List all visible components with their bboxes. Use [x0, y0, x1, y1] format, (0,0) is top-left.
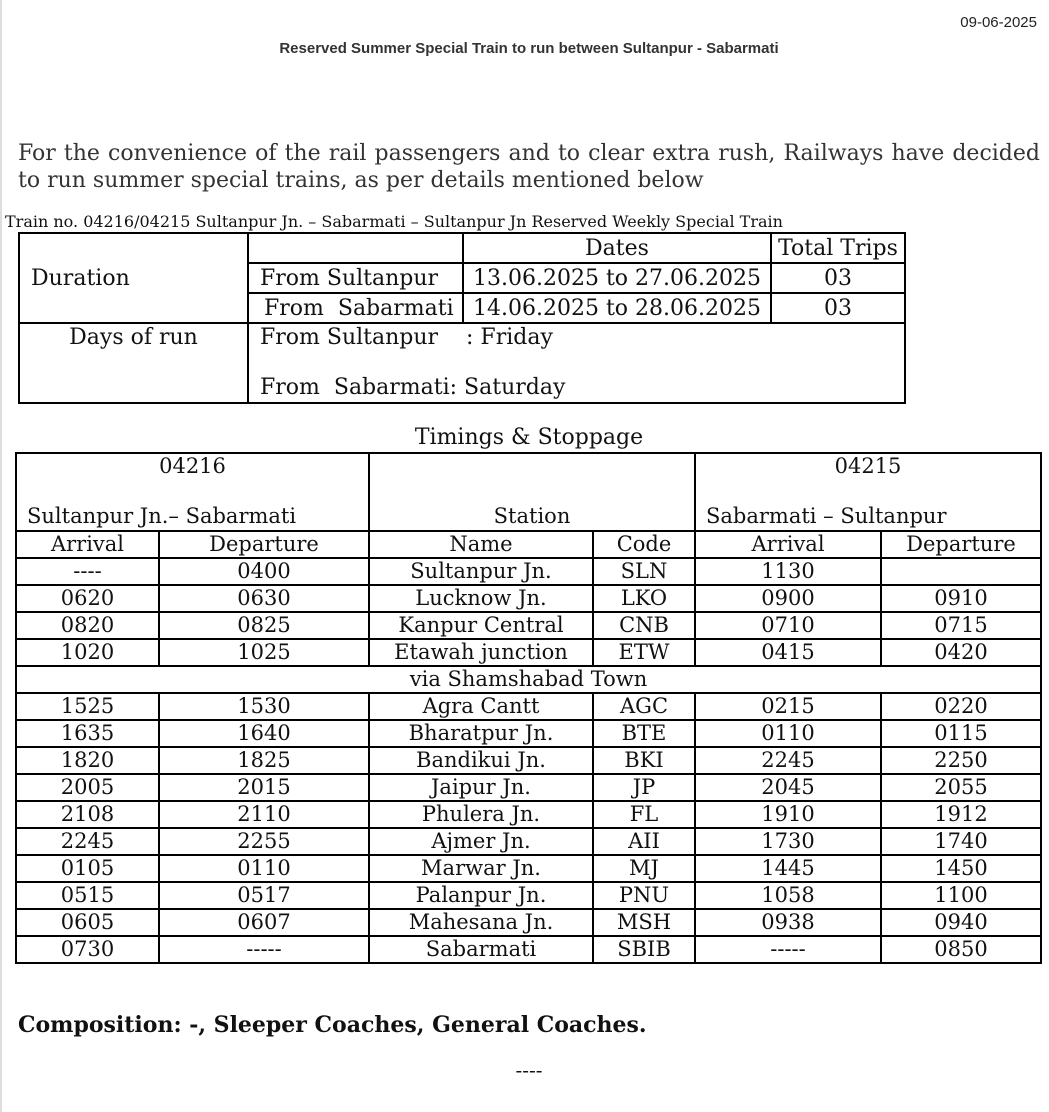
- station-name-cell: Mahesana Jn.: [369, 909, 593, 936]
- days-of-run-label: Days of run: [19, 323, 248, 403]
- page-left-edge: [0, 0, 2, 1112]
- departure-down-cell: 0517: [159, 882, 369, 909]
- departure-down-cell: 1025: [159, 639, 369, 666]
- arrival-up-cell: 1730: [695, 828, 881, 855]
- intro-paragraph: For the convenience of the rail passengers and to clear extra rush, Railways have decided to run summer special trains, as per details mentioned below: [18, 141, 1040, 193]
- arrival-down-cell: 0105: [16, 855, 159, 882]
- from-sabarmati-trips: 03: [771, 293, 905, 323]
- station-name-cell: Kanpur Central: [369, 612, 593, 639]
- departure-up-cell: 0715: [881, 612, 1041, 639]
- down-train-number: 04216: [159, 454, 226, 478]
- station-code-cell: MJ: [593, 855, 695, 882]
- timing-row: [16, 612, 1041, 639]
- arrival-down-cell: 2108: [16, 801, 159, 828]
- up-train-number: 04215: [834, 454, 902, 478]
- days-of-run-cell: [248, 323, 905, 403]
- departure-up-cell: 0420: [881, 639, 1041, 666]
- arrival-up-cell: 1130: [695, 558, 881, 585]
- timing-row: [16, 909, 1041, 936]
- departure-up-cell: 2055: [881, 774, 1041, 801]
- station-name-cell: Bharatpur Jn.: [369, 720, 593, 747]
- station-code-cell: SBIB: [593, 936, 695, 963]
- departure-down-cell: -----: [159, 936, 369, 963]
- departure-up-cell: 1450: [881, 855, 1041, 882]
- arrival-up-cell: 0215: [695, 693, 881, 720]
- timing-row: [16, 639, 1041, 666]
- days-from-sabarmati: From Sabarmati: Saturday: [260, 375, 566, 400]
- departure-down-cell: 2255: [159, 828, 369, 855]
- col-station-code: Code: [593, 531, 695, 558]
- station-name-cell: Ajmer Jn.: [369, 828, 593, 855]
- train-number-heading: Train no. 04216/04215 Sultanpur Jn. – Sabarmati – Sultanpur Jn Reserved Weekly Special Train: [5, 212, 783, 231]
- total-trips-header: Total Trips: [771, 233, 905, 263]
- station-name-cell: Palanpur Jn.: [369, 882, 593, 909]
- departure-up-cell: 1100: [881, 882, 1041, 909]
- up-train-header: [695, 453, 1041, 531]
- arrival-down-cell: 0820: [16, 612, 159, 639]
- timing-row: [16, 774, 1041, 801]
- timing-row: [16, 855, 1041, 882]
- arrival-up-cell: 1910: [695, 801, 881, 828]
- publish-date: 09-06-2025: [960, 14, 1037, 31]
- from-sabarmati-label: From Sabarmati: [248, 293, 463, 323]
- station-name-cell: Jaipur Jn.: [369, 774, 593, 801]
- station-code-cell: ETW: [593, 639, 695, 666]
- timing-row: [16, 558, 1041, 585]
- station-name-cell: Lucknow Jn.: [369, 585, 593, 612]
- duration-blank-cell: [248, 233, 463, 263]
- departure-up-cell: [881, 558, 1041, 585]
- departure-down-cell: 0825: [159, 612, 369, 639]
- station-code-cell: AGC: [593, 693, 695, 720]
- timing-row: [16, 693, 1041, 720]
- station-code-cell: SLN: [593, 558, 695, 585]
- end-mark: ----: [515, 1058, 543, 1082]
- arrival-down-cell: ----: [16, 558, 159, 585]
- departure-up-cell: 2250: [881, 747, 1041, 774]
- from-sultanpur-dates: 13.06.2025 to 27.06.2025: [463, 263, 771, 293]
- arrival-down-cell: 0620: [16, 585, 159, 612]
- timing-row: [16, 801, 1041, 828]
- from-sabarmati-dates: 14.06.2025 to 28.06.2025: [463, 293, 771, 323]
- col-departure-down: Departure: [159, 531, 369, 558]
- arrival-up-cell: -----: [695, 936, 881, 963]
- arrival-up-cell: 0710: [695, 612, 881, 639]
- arrival-up-cell: 0110: [695, 720, 881, 747]
- station-code-cell: AII: [593, 828, 695, 855]
- timings-table: [15, 452, 1042, 964]
- arrival-up-cell: 0415: [695, 639, 881, 666]
- arrival-down-cell: 1635: [16, 720, 159, 747]
- departure-down-cell: 1530: [159, 693, 369, 720]
- departure-down-cell: 0630: [159, 585, 369, 612]
- up-train-route: Sabarmati – Sultanpur: [706, 504, 947, 528]
- station-code-cell: MSH: [593, 909, 695, 936]
- arrival-up-cell: 0938: [695, 909, 881, 936]
- departure-up-cell: 1912: [881, 801, 1041, 828]
- timing-row: [16, 936, 1041, 963]
- departure-up-cell: 0115: [881, 720, 1041, 747]
- page-title: Reserved Summer Special Train to run between Sultanpur - Sabarmati: [279, 40, 779, 57]
- departure-up-cell: 0910: [881, 585, 1041, 612]
- arrival-down-cell: 1525: [16, 693, 159, 720]
- station-name-cell: Bandikui Jn.: [369, 747, 593, 774]
- station-name-cell: Agra Cantt: [369, 693, 593, 720]
- duration-table: [18, 232, 906, 404]
- station-header: [369, 453, 695, 531]
- station-code-cell: PNU: [593, 882, 695, 909]
- down-train-route: Sultanpur Jn.– Sabarmati: [27, 504, 297, 528]
- arrival-down-cell: 0605: [16, 909, 159, 936]
- from-sultanpur-label: From Sultanpur: [248, 263, 463, 293]
- col-station-name: Name: [369, 531, 593, 558]
- departure-down-cell: 0110: [159, 855, 369, 882]
- down-train-header: [16, 453, 369, 531]
- station-name-cell: Phulera Jn.: [369, 801, 593, 828]
- departure-up-cell: 0220: [881, 693, 1041, 720]
- timing-row: [16, 720, 1041, 747]
- composition-note: Composition: -, Sleeper Coaches, General Coaches.: [18, 1012, 647, 1038]
- timing-row: [16, 828, 1041, 855]
- departure-up-cell: 0850: [881, 936, 1041, 963]
- arrival-down-cell: 1820: [16, 747, 159, 774]
- col-departure-up: Departure: [881, 531, 1041, 558]
- timings-title: Timings & Stoppage: [414, 425, 644, 450]
- station-header-label: Station: [493, 504, 571, 528]
- arrival-down-cell: 2245: [16, 828, 159, 855]
- departure-down-cell: 0607: [159, 909, 369, 936]
- timing-row: [16, 882, 1041, 909]
- station-name-cell: Sultanpur Jn.: [369, 558, 593, 585]
- station-code-cell: BKI: [593, 747, 695, 774]
- timing-row: [16, 747, 1041, 774]
- arrival-down-cell: 1020: [16, 639, 159, 666]
- departure-down-cell: 2015: [159, 774, 369, 801]
- days-from-sultanpur: From Sultanpur : Friday: [260, 325, 553, 350]
- departure-up-cell: 0940: [881, 909, 1041, 936]
- station-code-cell: LKO: [593, 585, 695, 612]
- arrival-up-cell: 2045: [695, 774, 881, 801]
- via-row: via Shamshabad Town: [16, 666, 1041, 693]
- arrival-up-cell: 0900: [695, 585, 881, 612]
- departure-down-cell: 1825: [159, 747, 369, 774]
- station-code-cell: BTE: [593, 720, 695, 747]
- station-name-cell: Marwar Jn.: [369, 855, 593, 882]
- station-code-cell: JP: [593, 774, 695, 801]
- from-sultanpur-trips: 03: [771, 263, 905, 293]
- departure-down-cell: 0400: [159, 558, 369, 585]
- arrival-down-cell: 0730: [16, 936, 159, 963]
- dates-header: Dates: [463, 233, 771, 263]
- departure-down-cell: 1640: [159, 720, 369, 747]
- station-code-cell: CNB: [593, 612, 695, 639]
- timing-row: [16, 585, 1041, 612]
- station-name-cell: Etawah junction: [369, 639, 593, 666]
- duration-label: Duration: [19, 233, 248, 323]
- col-arrival-down: Arrival: [16, 531, 159, 558]
- arrival-up-cell: 1445: [695, 855, 881, 882]
- arrival-down-cell: 0515: [16, 882, 159, 909]
- departure-down-cell: 2110: [159, 801, 369, 828]
- arrival-down-cell: 2005: [16, 774, 159, 801]
- station-code-cell: FL: [593, 801, 695, 828]
- departure-up-cell: 1740: [881, 828, 1041, 855]
- arrival-up-cell: 1058: [695, 882, 881, 909]
- station-name-cell: Sabarmati: [369, 936, 593, 963]
- col-arrival-up: Arrival: [695, 531, 881, 558]
- arrival-up-cell: 2245: [695, 747, 881, 774]
